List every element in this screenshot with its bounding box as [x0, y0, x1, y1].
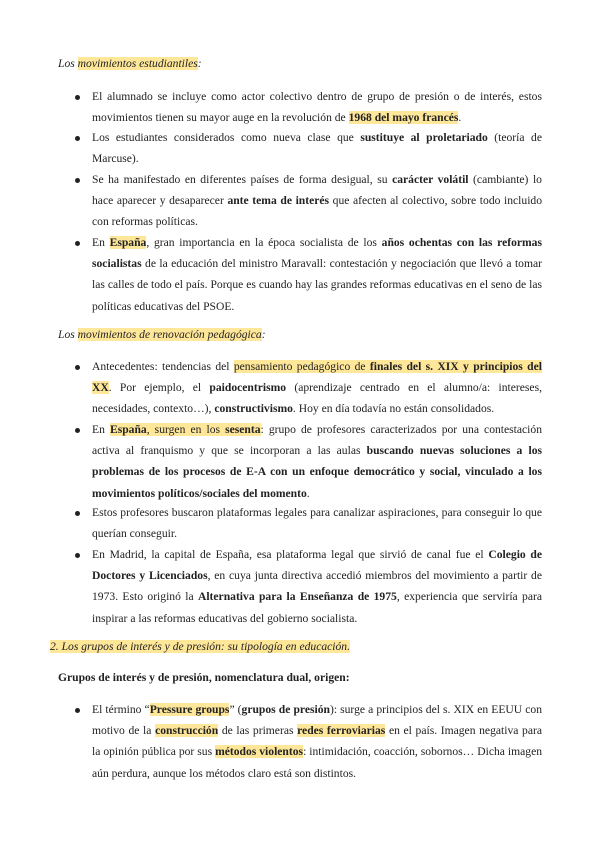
bullet-icon — [60, 127, 70, 133]
heading-prefix: Los — [58, 57, 78, 70]
bullet-icon — [60, 356, 70, 362]
bullet-icon — [60, 86, 70, 92]
heading-suffix: : — [197, 57, 202, 70]
section-heading-renovacion-pedagogica — [58, 325, 266, 345]
heading-prefix: Los — [58, 328, 78, 341]
list-item: En España, gran importancia en la época socialista de los años ochentas con las reformas socialistas de la educación del ministro Maravall: contestación y negociación que llevó a tomar las calles de todo el país. Porque es cuando hay las grandes reformas educativas en el seno de las políticas educativas del PSOE. — [92, 236, 542, 313]
bullet-icon — [60, 232, 70, 238]
heading-suffix: : — [261, 328, 266, 341]
section-heading-grupos-interes — [50, 637, 350, 657]
heading-highlight: movimientos de renovación pedagógica — [77, 328, 262, 341]
bullet-icon — [60, 544, 70, 550]
section-heading-movimientos-estudiantiles — [58, 54, 202, 74]
list-item: Antecedentes: tendencias del pensamiento pedagógico de finales del s. XIX y principios del XX. Por ejemplo, el paidocentrismo (aprendizaje centrado en el alumno/a: intereses, necesidades, contexto…), constructivismo. Hoy en día todavía no están consolidados. — [92, 360, 542, 416]
list-item: Se ha manifestado en diferentes países de forma desigual, su carácter volátil (cambiante) lo hace aparecer y desaparecer ante tema de interés que afecten al colectivo, sobre todo incluido con reformas políticas. — [92, 173, 543, 229]
list-item: En Madrid, la capital de España, esa plataforma legal que sirvió de canal fue el Colegio de Doctores y Licenciados, en cuya junta directiva accedió miembros del movimiento a partir de 1973. Esto originó la Alternativa para la Enseñanza de 1975, experiencia que serviría para inspirar a las reformas educativas del gobierno socialista. — [92, 548, 543, 625]
heading-highlight: 2. Los grupos de interés y de presión: su tipología en educación. — [50, 640, 351, 653]
heading-highlight: movimientos estudiantiles — [77, 57, 198, 70]
bullet-icon — [60, 699, 70, 705]
bullet-icon — [60, 419, 70, 425]
list-item: Los estudiantes considerados como nueva clase que sustituye al proletariado (teoría de Marcuse). — [92, 131, 542, 166]
subheading: Grupos de interés y de presión, nomenclatura dual, origen: — [58, 671, 350, 684]
list-item: En España, surgen en los sesenta: grupo de profesores caracterizados por una contestación activa al franquismo y que se incorporan a las aulas buscando nuevas soluciones a los problemas de los procesos de E-A con un enfoque democrático y social, vinculado a los movimientos políticos/sociales del momento. — [92, 423, 543, 500]
bullet-icon — [60, 169, 70, 175]
bullet-icon — [60, 502, 70, 508]
list-item: El alumnado se incluye como actor colectivo dentro de grupo de presión o de interés, estos movimientos tienen su mayor auge en la revolución de 1968 del mayo francés. — [92, 90, 542, 125]
list-item: Estos profesores buscaron plataformas legales para canalizar aspiraciones, para conseguir lo que querían conseguir. — [92, 506, 542, 541]
list-item: El término “Pressure groups” (grupos de presión): surge a principios del s. XIX en EEUU con motivo de la construcción de las primeras redes ferroviarias en el país. Imagen negativa para la opinión pública por sus métodos violentos: intimidación, coacción, sobornos… Dicha imagen aún perdura, aunque los métodos claro está son distintos. — [92, 703, 543, 780]
